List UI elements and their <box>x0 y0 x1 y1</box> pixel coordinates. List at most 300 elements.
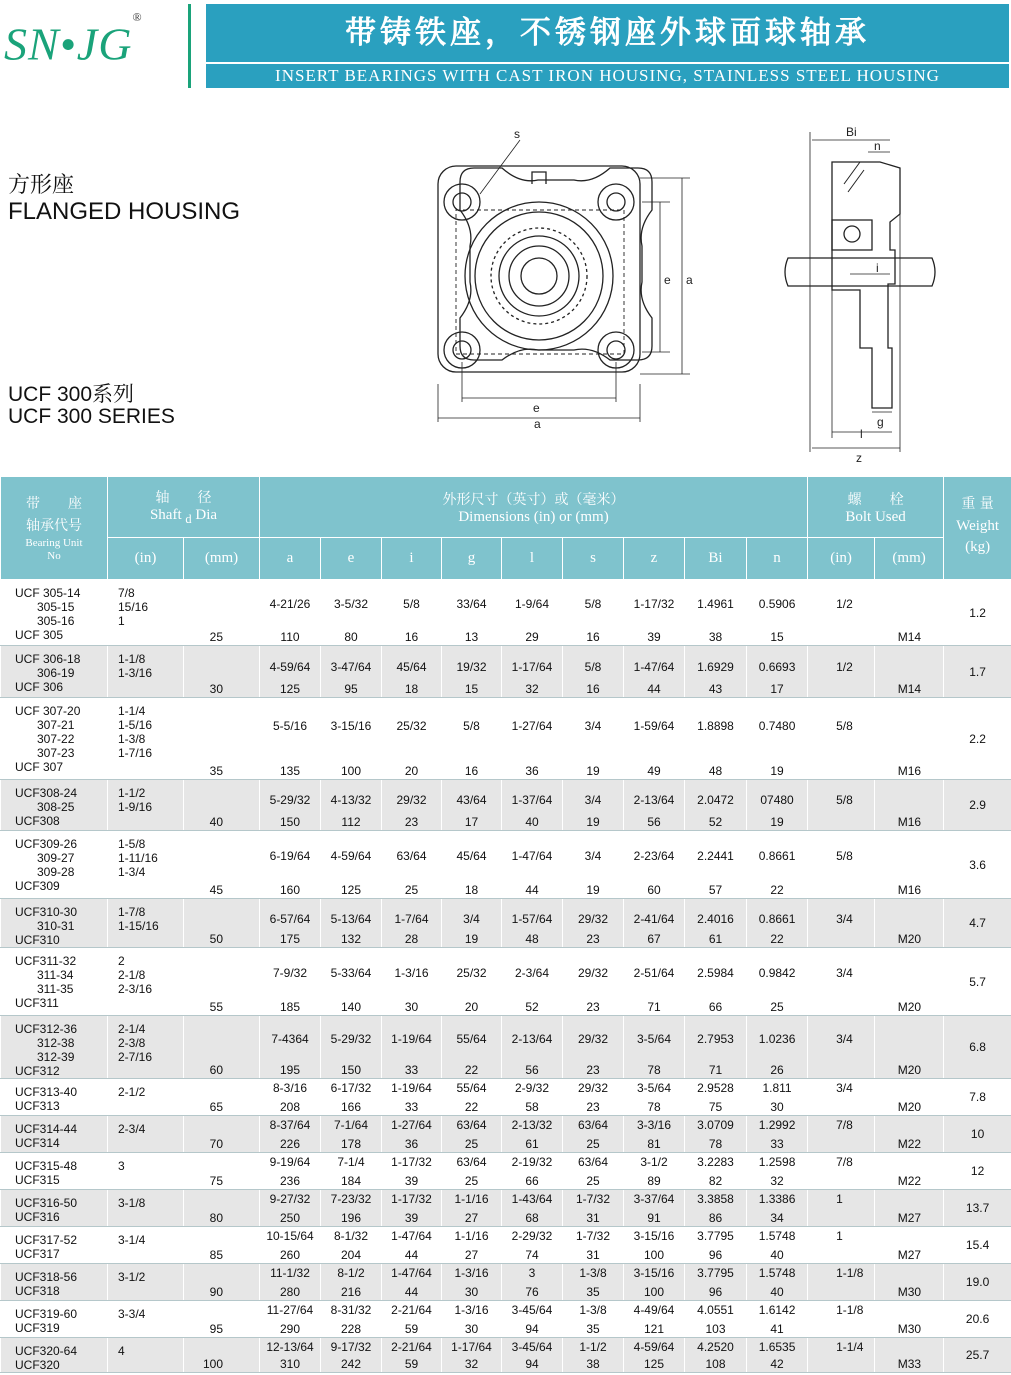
unit-number: UCF314 <box>15 1136 60 1150</box>
shaft-mm-value: 25 <box>184 580 260 646</box>
dimension-in-value: 3.7795 <box>697 1266 734 1280</box>
dimension-mm-value: 23 <box>586 1000 600 1014</box>
dimension-mm-value: 19 <box>586 883 600 897</box>
unit-number: 308-25 <box>37 800 75 814</box>
series-title-cn: UCF 300系列 <box>8 383 135 406</box>
dimension-cell <box>260 1301 321 1338</box>
bolt-in-value: 1/2 <box>808 580 875 646</box>
weight-value: 12 <box>944 1153 1011 1190</box>
dimension-cell <box>747 646 808 698</box>
dimension-mm-value: 52 <box>708 815 723 829</box>
dimension-cell <box>260 1153 321 1190</box>
unit-number: UCF315-48 <box>15 1159 78 1173</box>
shaft-in-value: 1 <box>118 614 125 628</box>
shaft-mm-value: 90 <box>184 1264 260 1301</box>
dimension-cell <box>685 646 747 698</box>
dimension-mm-value: 166 <box>340 1100 362 1114</box>
dimension-cell <box>321 1338 382 1373</box>
dimension-in-value: 2.2441 <box>697 849 734 863</box>
dimension-cell <box>563 1301 624 1338</box>
header-divider <box>188 4 191 88</box>
dimension-mm-value: 195 <box>279 1063 301 1077</box>
shaft-in-value: 3-1/2 <box>118 1270 146 1284</box>
shaft-in-value: 2-1/8 <box>118 968 146 982</box>
dimension-in-value: 0.8661 <box>758 849 796 863</box>
dimension-mm-value: 43 <box>708 682 723 696</box>
header-shaft-cn: 轴 径 <box>155 490 212 506</box>
unit-number: UCF316 <box>15 1210 60 1224</box>
unit-cell <box>1 646 108 698</box>
dimension-mm-value: 103 <box>705 1322 726 1336</box>
dimension-mm-value: 160 <box>279 883 301 897</box>
bolt-mm-value: M27 <box>875 1227 944 1264</box>
housing-title-en: FLANGED HOUSING <box>8 198 241 225</box>
dimension-cell <box>563 580 624 646</box>
dimension-in-value: 9-27/32 <box>269 1192 311 1206</box>
dimension-mm-value: 17 <box>464 815 479 829</box>
dimension-cell <box>624 1338 685 1373</box>
header-dimensions-en: Dimensions (in) or (mm) <box>458 508 609 525</box>
dimension-mm-value: 58 <box>525 1100 539 1114</box>
unit-number: UCF310 <box>15 933 60 947</box>
dimension-in-value: 3/4 <box>584 793 602 807</box>
dimension-mm-value: 31 <box>586 1211 600 1225</box>
bolt-in-value: 1-1/8 <box>808 1264 875 1301</box>
unit-cell <box>1 1153 108 1190</box>
dimension-mm-value: 208 <box>279 1100 301 1114</box>
dimension-cell <box>624 1079 685 1116</box>
dimension-in-value: 2-41/64 <box>633 912 675 926</box>
dimension-mm-value: 32 <box>525 682 539 696</box>
dimension-cell <box>260 646 321 698</box>
dimension-cell <box>442 899 502 948</box>
dimension-in-value: 63/64 <box>456 1155 487 1169</box>
label-e-vertical: e <box>664 273 671 287</box>
header-bolt-en: Bolt Used <box>845 508 906 525</box>
dimension-in-value: 4-59/64 <box>269 660 311 674</box>
dimension-cell <box>321 948 382 1016</box>
dimension-mm-value: 56 <box>525 1063 539 1077</box>
dimension-cell <box>321 780 382 831</box>
bolt-mm-value: M33 <box>875 1338 944 1373</box>
dimension-mm-value: 56 <box>647 815 661 829</box>
shaft-mm-value: 55 <box>184 948 260 1016</box>
brand-logo <box>4 4 184 84</box>
shaft-in-cell <box>108 698 184 780</box>
dimension-cell <box>502 948 563 1016</box>
dimension-cell <box>321 698 382 780</box>
unit-cell <box>1 1264 108 1301</box>
shaft-in-value: 3-1/8 <box>118 1196 146 1210</box>
dimension-in-value: 3 <box>528 1266 536 1280</box>
dimension-in-value: 6-57/64 <box>269 912 311 926</box>
dimension-in-value: 1.5748 <box>758 1266 796 1280</box>
dimension-cell <box>563 1190 624 1227</box>
dimension-cell <box>502 1116 563 1153</box>
shaft-in-cell <box>108 1190 184 1227</box>
dimension-mm-value: 44 <box>404 1285 419 1299</box>
dimension-mm-value: 33 <box>404 1100 419 1114</box>
dimension-in-value: 1-17/32 <box>391 1155 432 1169</box>
bolt-mm-value: M16 <box>875 780 944 831</box>
dimension-cell <box>747 780 808 831</box>
dimension-cell <box>563 1264 624 1301</box>
dimension-in-value: 1.3386 <box>758 1192 796 1206</box>
table-row <box>1 698 1011 780</box>
weight-value: 1.7 <box>944 646 1011 698</box>
weight-value: 6.8 <box>944 1016 1011 1079</box>
shaft-in-cell <box>108 1079 184 1116</box>
dimension-in-value: 1.811 <box>762 1081 792 1095</box>
dimension-mm-value: 28 <box>404 932 419 946</box>
header-bolt <box>808 477 944 538</box>
bolt-in-value: 3/4 <box>808 1016 875 1079</box>
dimension-cell <box>747 698 808 780</box>
dimension-cell <box>442 1301 502 1338</box>
dimension-in-value: 2-13/64 <box>633 793 675 807</box>
dimension-mm-value: 96 <box>708 1248 723 1262</box>
dimension-cell <box>382 831 442 899</box>
shaft-in-cell <box>108 831 184 899</box>
unit-number: 307-23 <box>37 746 75 760</box>
dimension-mm-value: 71 <box>647 1000 661 1014</box>
weight-value: 5.7 <box>944 948 1011 1016</box>
dimension-mm-value: 48 <box>525 932 539 946</box>
dimension-mm-value: 44 <box>404 1248 419 1262</box>
shaft-mm-value: 50 <box>184 899 260 948</box>
bolt-in-value: 5/8 <box>808 780 875 831</box>
dimension-mm-value: 94 <box>525 1357 539 1371</box>
dimension-in-value: 1.8898 <box>697 719 734 733</box>
table-row <box>1 899 1011 948</box>
banner-title-en: INSERT BEARINGS WITH CAST IRON HOUSING, STAINLESS STEEL HOUSING <box>206 64 1009 88</box>
dimension-mm-value: 20 <box>464 1000 479 1014</box>
dimension-cell <box>747 1338 808 1373</box>
shaft-in-value: 1-1/4 <box>118 704 146 718</box>
dimension-in-value: 1-3/8 <box>579 1266 607 1280</box>
dimension-in-value: 1.2598 <box>758 1155 796 1169</box>
dimension-cell <box>382 646 442 698</box>
unit-cell <box>1 1227 108 1264</box>
dimension-in-value: 8-37/64 <box>269 1118 311 1132</box>
dimension-cell <box>382 1116 442 1153</box>
dimension-in-value: 1-47/64 <box>391 1266 432 1280</box>
dimension-in-value: 1-19/64 <box>391 1081 432 1095</box>
dimension-in-value: 3-5/64 <box>636 1032 672 1046</box>
dimension-cell <box>563 1016 624 1079</box>
dimension-in-value: 25/32 <box>396 719 427 733</box>
dimension-mm-value: 81 <box>647 1137 661 1151</box>
dimension-cell <box>563 1338 624 1373</box>
header-col-e: e <box>321 538 382 580</box>
unit-cell <box>1 1116 108 1153</box>
dimension-in-value: 12-13/64 <box>266 1340 314 1354</box>
unit-number: UCF308 <box>15 814 60 828</box>
dimension-mm-value: 23 <box>586 932 600 946</box>
dimension-cell <box>260 1264 321 1301</box>
dimension-cell <box>624 899 685 948</box>
dimension-mm-value: 204 <box>340 1248 362 1262</box>
dimension-cell <box>563 1079 624 1116</box>
dimension-in-value: 33/64 <box>456 597 487 611</box>
shaft-in-cell <box>108 1153 184 1190</box>
dimension-in-value: 3/4 <box>584 849 602 863</box>
dimension-in-value: 4-21/26 <box>269 597 311 611</box>
dimension-mm-value: 59 <box>404 1357 419 1371</box>
dimension-in-value: 55/64 <box>456 1032 487 1046</box>
shaft-in-value: 1-3/16 <box>118 666 153 680</box>
shaft-in-value: 2-3/4 <box>118 1122 146 1136</box>
dimension-cell <box>260 1190 321 1227</box>
dimension-cell <box>382 899 442 948</box>
dimension-mm-value: 19 <box>770 815 784 829</box>
unit-number: UCF318-56 <box>15 1270 78 1284</box>
dimension-mm-value: 36 <box>525 764 539 778</box>
dimension-in-value: 5-13/64 <box>330 912 372 926</box>
bolt-mm-value: M20 <box>875 1016 944 1079</box>
weight-value: 4.7 <box>944 899 1011 948</box>
dimension-mm-value: 112 <box>341 815 361 829</box>
header-col-bi: Bi <box>685 538 747 580</box>
table-row <box>1 948 1011 1016</box>
dimension-mm-value: 20 <box>404 764 419 778</box>
dimension-cell <box>685 1301 747 1338</box>
housing-title-cn: 方形座 <box>8 173 75 198</box>
dimension-in-value: 3.7795 <box>697 1229 734 1243</box>
dimension-in-value: 29/32 <box>577 1081 609 1095</box>
dimension-cell <box>685 899 747 948</box>
dimension-cell <box>747 899 808 948</box>
weight-value: 20.6 <box>944 1301 1011 1338</box>
dimension-mm-value: 18 <box>464 883 479 897</box>
dimension-in-value: 8-3/16 <box>272 1081 308 1095</box>
series-title-en: UCF 300 SERIES <box>8 405 175 428</box>
dimension-mm-value: 216 <box>340 1285 362 1299</box>
shaft-in-value: 15/16 <box>118 600 149 614</box>
dimension-cell <box>382 1079 442 1116</box>
dimension-mm-value: 40 <box>770 1285 784 1299</box>
label-s: s <box>514 127 520 141</box>
dimension-in-value: 1-27/64 <box>511 719 553 733</box>
table-row <box>1 1016 1011 1079</box>
dimension-in-value: 5/8 <box>584 660 602 674</box>
dimension-cell <box>563 698 624 780</box>
bolt-in-value: 3/4 <box>808 948 875 1016</box>
shaft-mm-value: 65 <box>184 1079 260 1116</box>
header-weight-cn: 重 量 <box>961 496 994 512</box>
dimension-in-value: 1.4961 <box>697 597 734 611</box>
dimension-mm-value: 67 <box>647 932 661 946</box>
dimension-in-value: 4.0551 <box>697 1303 734 1317</box>
unit-number: UCF312 <box>15 1064 60 1078</box>
dimension-mm-value: 242 <box>340 1357 362 1371</box>
dimension-cell <box>260 698 321 780</box>
bolt-mm-value: M27 <box>875 1190 944 1227</box>
unit-cell <box>1 948 108 1016</box>
unit-number: UCF 307-20 <box>15 704 81 718</box>
dimension-mm-value: 100 <box>340 764 362 778</box>
dimension-in-value: 2-19/32 <box>511 1155 553 1169</box>
dimension-mm-value: 226 <box>279 1137 301 1151</box>
dimension-cell <box>321 646 382 698</box>
dimension-cell <box>260 948 321 1016</box>
dimension-in-value: 4.2520 <box>697 1340 734 1354</box>
dimension-in-value: 0.9842 <box>758 966 796 980</box>
dimension-mm-value: 60 <box>647 883 661 897</box>
unit-cell <box>1 1190 108 1227</box>
header-unit <box>1 477 108 580</box>
dimension-mm-value: 30 <box>464 1285 479 1299</box>
header-dimensions <box>260 477 808 538</box>
unit-number: UCF315 <box>15 1173 60 1187</box>
dimension-cell <box>685 780 747 831</box>
dimension-in-value: 3-1/2 <box>640 1155 668 1169</box>
dimension-cell <box>624 646 685 698</box>
unit-number: UCF320 <box>15 1358 60 1372</box>
dimension-mm-value: 25 <box>586 1174 600 1188</box>
dimension-mm-value: 38 <box>708 630 723 644</box>
label-e-horizontal: e <box>533 401 540 415</box>
header-shaft-d: d <box>185 512 192 526</box>
dimension-in-value: 1-3/16 <box>454 1303 489 1317</box>
dimension-mm-value: 66 <box>525 1174 539 1188</box>
header-col-l: l <box>502 538 563 580</box>
header-weight-en: Weight <box>956 518 1000 534</box>
dimension-mm-value: 80 <box>344 630 358 644</box>
dimension-in-value: 7-9/32 <box>272 966 308 980</box>
dimension-cell <box>747 1301 808 1338</box>
dimension-in-value: 6-19/64 <box>269 849 311 863</box>
label-z: z <box>856 451 862 465</box>
dimension-mm-value: 135 <box>279 764 301 778</box>
dimension-mm-value: 22 <box>464 1063 479 1077</box>
dimension-cell <box>502 899 563 948</box>
dimension-mm-value: 35 <box>586 1322 600 1336</box>
dimension-mm-value: 39 <box>404 1174 419 1188</box>
dimension-cell <box>502 698 563 780</box>
weight-value: 2.9 <box>944 780 1011 831</box>
dimension-in-value: 29/32 <box>396 793 427 807</box>
unit-number: 310-31 <box>37 919 75 933</box>
dimension-cell <box>321 899 382 948</box>
dimension-cell <box>624 1264 685 1301</box>
dimension-mm-value: 41 <box>770 1322 784 1336</box>
dimension-cell <box>442 1190 502 1227</box>
dimension-cell <box>747 1116 808 1153</box>
dimension-mm-value: 44 <box>647 682 661 696</box>
dimension-in-value: 1-57/64 <box>511 912 553 926</box>
dimension-mm-value: 35 <box>586 1285 600 1299</box>
header-unit-en: Bearing Unit No <box>25 537 83 562</box>
dimension-mm-value: 52 <box>525 1000 539 1014</box>
header-shaft <box>108 477 260 538</box>
dimension-mm-value: 228 <box>340 1322 362 1336</box>
dimension-mm-value: 86 <box>708 1211 723 1225</box>
dimension-mm-value: 13 <box>464 630 479 644</box>
dimension-cell <box>624 1016 685 1079</box>
dimension-in-value: 3.0709 <box>697 1118 734 1132</box>
shaft-in-value: 1-15/16 <box>118 919 159 933</box>
dimension-mm-value: 16 <box>586 682 600 696</box>
dimension-in-value: 1.5748 <box>758 1229 796 1243</box>
dimension-cell <box>685 1079 747 1116</box>
dimension-mm-value: 150 <box>279 815 301 829</box>
dimension-cell <box>502 1301 563 1338</box>
shaft-in-value: 2-3/8 <box>118 1036 146 1050</box>
dimension-cell <box>502 580 563 646</box>
dimension-cell <box>685 1264 747 1301</box>
label-l: l <box>860 427 863 441</box>
dimension-cell <box>502 1338 563 1373</box>
header-bolt-in: (in) <box>808 538 875 580</box>
shaft-in-value: 1-7/8 <box>118 905 146 919</box>
dimension-in-value: 63/64 <box>577 1118 609 1132</box>
dimension-mm-value: 25 <box>464 1137 479 1151</box>
dimension-in-value: 3.2283 <box>697 1155 734 1169</box>
dimension-mm-value: 27 <box>464 1211 479 1225</box>
shaft-in-value: 2 <box>118 954 125 968</box>
dimension-in-value: 1-59/64 <box>633 719 675 733</box>
dimension-cell <box>260 1079 321 1116</box>
dimension-mm-value: 39 <box>647 630 661 644</box>
shaft-mm-value: 40 <box>184 780 260 831</box>
dimension-in-value: 1-1/16 <box>454 1229 489 1243</box>
dimension-mm-value: 71 <box>708 1063 723 1077</box>
unit-number: UCF 305 <box>15 628 64 642</box>
dimension-mm-value: 22 <box>770 932 784 946</box>
dimension-cell <box>321 1079 382 1116</box>
unit-number: UCF 306 <box>15 680 64 694</box>
dimension-mm-value: 33 <box>770 1137 784 1151</box>
unit-number: 311-34 <box>37 968 74 982</box>
unit-number: UCF309-26 <box>15 837 78 851</box>
dimension-cell <box>563 948 624 1016</box>
dimension-mm-value: 27 <box>464 1248 479 1262</box>
dimension-mm-value: 18 <box>404 682 419 696</box>
dimension-mm-value: 16 <box>404 630 419 644</box>
dimension-in-value: 11-27/64 <box>266 1303 314 1317</box>
bolt-in-value: 5/8 <box>808 698 875 780</box>
dimension-mm-value: 49 <box>647 764 661 778</box>
dimension-mm-value: 290 <box>279 1322 301 1336</box>
dimension-cell <box>747 580 808 646</box>
dimension-cell <box>747 1264 808 1301</box>
dimension-in-value: 3-15/16 <box>330 719 372 733</box>
dimension-mm-value: 16 <box>464 764 479 778</box>
dimension-mm-value: 57 <box>708 883 723 897</box>
shaft-mm-value: 85 <box>184 1227 260 1264</box>
label-a-vertical: a <box>686 273 693 287</box>
unit-cell <box>1 1016 108 1079</box>
dimension-cell <box>624 948 685 1016</box>
label-a-horizontal: a <box>534 417 541 431</box>
dimension-in-value: 3-45/64 <box>511 1303 553 1317</box>
unit-number: UCF319 <box>15 1321 60 1335</box>
shaft-in-value: 1-5/16 <box>118 718 153 732</box>
dimension-cell <box>382 948 442 1016</box>
dimension-in-value: 7-4364 <box>271 1032 309 1046</box>
dimension-cell <box>685 1153 747 1190</box>
dimension-mm-value: 42 <box>770 1357 784 1371</box>
dimension-cell <box>685 1227 747 1264</box>
dimension-mm-value: 100 <box>643 1248 665 1262</box>
dimension-cell <box>502 1264 563 1301</box>
shaft-mm-value: 75 <box>184 1153 260 1190</box>
shaft-in-cell <box>108 646 184 698</box>
bolt-mm-value: M20 <box>875 1079 944 1116</box>
shaft-in-value: 3-3/4 <box>118 1307 146 1321</box>
dimension-in-value: 9-19/64 <box>269 1155 311 1169</box>
